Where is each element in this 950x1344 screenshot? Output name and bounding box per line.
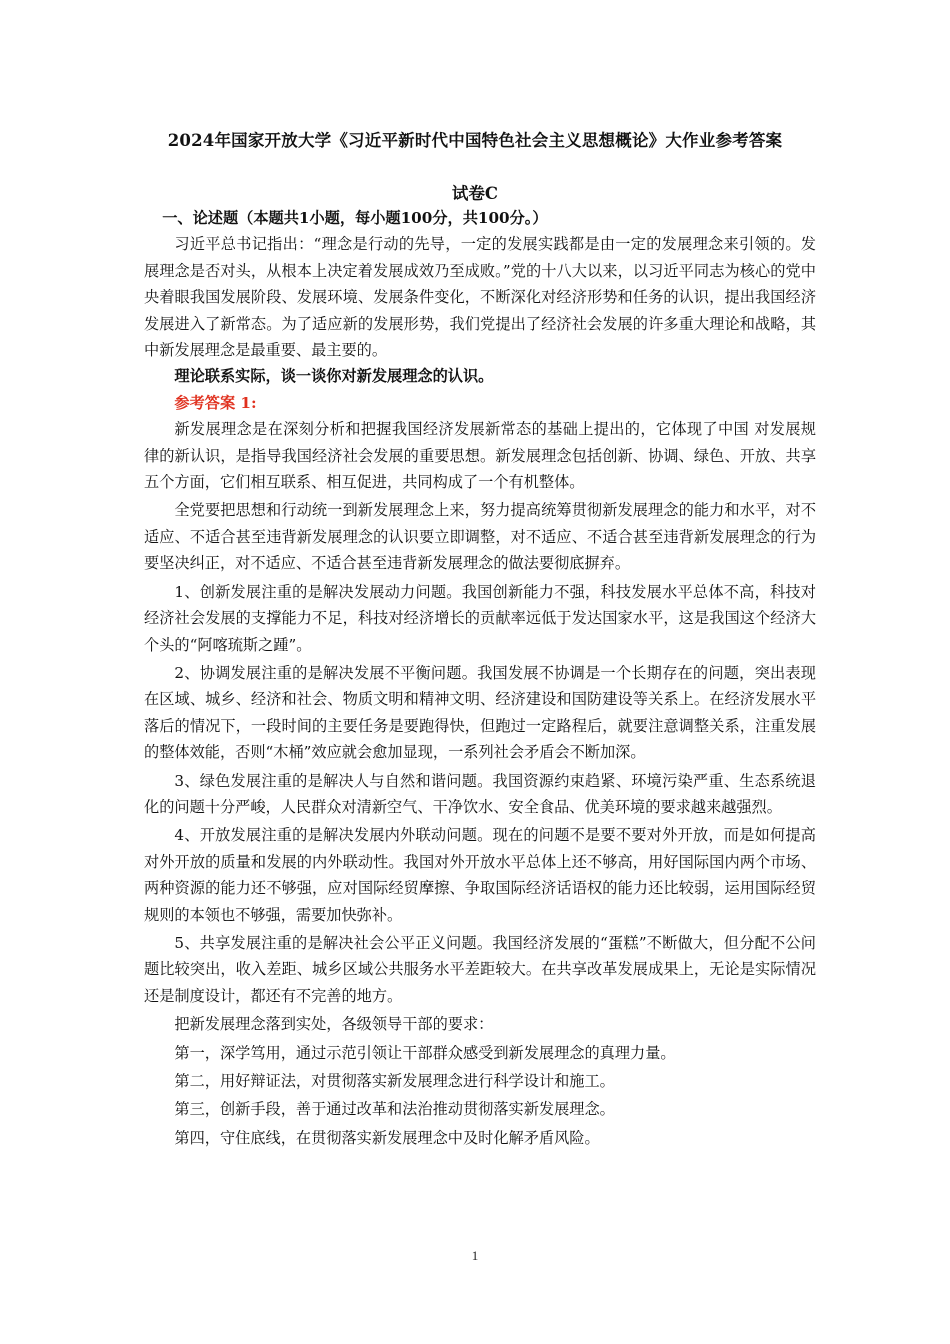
- document-body: [144, 205, 816, 1151]
- page-number: 1: [471, 1248, 479, 1263]
- answer-paragraph: 全党要把思想和行动统一到新发展理念上来，努力提高统筹贯彻新发展理念的能力和水平，对不适应、不适合甚至违背新发展理念的认识要立即调整，对不适应、不适合甚至违背新发展理念的行为要坚决纠正，对不适应、不适合甚至违背新发展理念的做法要彻底摒弃。: [144, 501, 816, 573]
- answer-paragraph: 第一，深学笃用，通过示范引领让干部群众感受到新发展理念的真理力量。: [174, 1043, 676, 1062]
- answer-paragraph: 5、共享发展注重的是解决社会公平正义问题。我国经济发展的“蛋糕”不断做大，但分配不公问题比较突出，收入差距、城乡区域公共服务水平差距较大。在共享改革发展成果上，无论是实际情况还是制度设计，都还有不完善的地方。: [144, 933, 816, 1005]
- answer-paragraph: 新发展理念是在深刻分析和把握我国经济发展新常态的基础上提出的，它体现了中国 对发展规律的新认识，是指导我国经济社会发展的重要思想。新发展理念包括创新、协调、绿色、开放、共享五个方面，它们相互联系、相互促进，共同构成了一个有机整体。: [144, 420, 816, 492]
- answer-paragraph: 第三，创新手段，善于通过改革和法治推动贯彻落实新发展理念。: [174, 1100, 615, 1119]
- answer-label: 参考答案 1:: [174, 393, 257, 412]
- paper-label: 试卷C: [451, 184, 499, 203]
- document-title: 2024年国家开放大学《习近平新时代中国特色社会主义思想概论》大作业参考答案: [167, 131, 783, 150]
- answer-paragraph: 1、创新发展注重的是解决发展动力问题。我国创新能力不强，科技发展水平总体不高，科技对经济社会发展的支撑能力不足，科技对经济增长的贡献率远低于发达国家水平，这是我国这个经济大个头的“阿喀琉斯之踵”。: [144, 582, 816, 654]
- answer-paragraph: 2、协调发展注重的是解决发展不平衡问题。我国发展不协调是一个长期存在的问题，突出表现在区域、城乡、经济和社会、物质文明和精神文明、经济建设和国防建设等关系上。在经济发展水平落后的情况下，一段时间的主要任务是要跑得快，但跑过一定路程后，就要注意调整关系，注重发展的整体效能，否则“木桶”效应就会愈加显现，一系列社会矛盾会不断加深。: [144, 663, 816, 762]
- answer-paragraph: 第二，用好辩证法，对贯彻落实新发展理念进行科学设计和施工。: [174, 1072, 615, 1090]
- question-ask: 理论联系实际，谈一谈你对新发展理念的认识。: [174, 367, 494, 386]
- answer-paragraph: 4、开放发展注重的是解决发展内外联动问题。现在的问题不是要不要对外开放，而是如何提高对外开放的质量和发展的内外联动性。我国对外开放水平总体上还不够高，用好国际国内两个市场、两种资源的能力还不够强，应对国际经贸摩擦、争取国际经济话语权的能力还比较弱，运用国际经贸规则的本领也不够强，需要加快弥补。: [144, 826, 816, 924]
- answer-paragraph: 3、绿色发展注重的是解决人与自然和谐问题。我国资源约束趋紧、环境污染严重、生态系统退化的问题十分严峻，人民群众对清新空气、干净饮水、安全食品、优美环境的要求越来越强烈。: [144, 771, 816, 816]
- answer-paragraph: 第四，守住底线，在贯彻落实新发展理念中及时化解矛盾风险。: [174, 1128, 600, 1147]
- answer-paragraph: 把新发展理念落到实处，各级领导干部的要求：: [174, 1015, 494, 1034]
- question-text: 习近平总书记指出：“理念是行动的先导，一定的发展实践都是由一定的发展理念来引领的。发展理念是否对头，从根本上决定着发展成效乃至成败。”党的十八大以来，以习近平同志为核心的党中央着眼我国发展阶段、发展环境、发展条件变化，不断深化对经济形势和任务的认识，提出我国经济发展进入了新常态。为了适应新的发展形势，我们党提出了经济社会发展的许多重大理论和战略，其中新发展理念是最重要、最主要的。: [144, 235, 816, 360]
- section-heading: 一、论述题（本题共1小题，每小题100分，共100分。）: [162, 209, 548, 227]
